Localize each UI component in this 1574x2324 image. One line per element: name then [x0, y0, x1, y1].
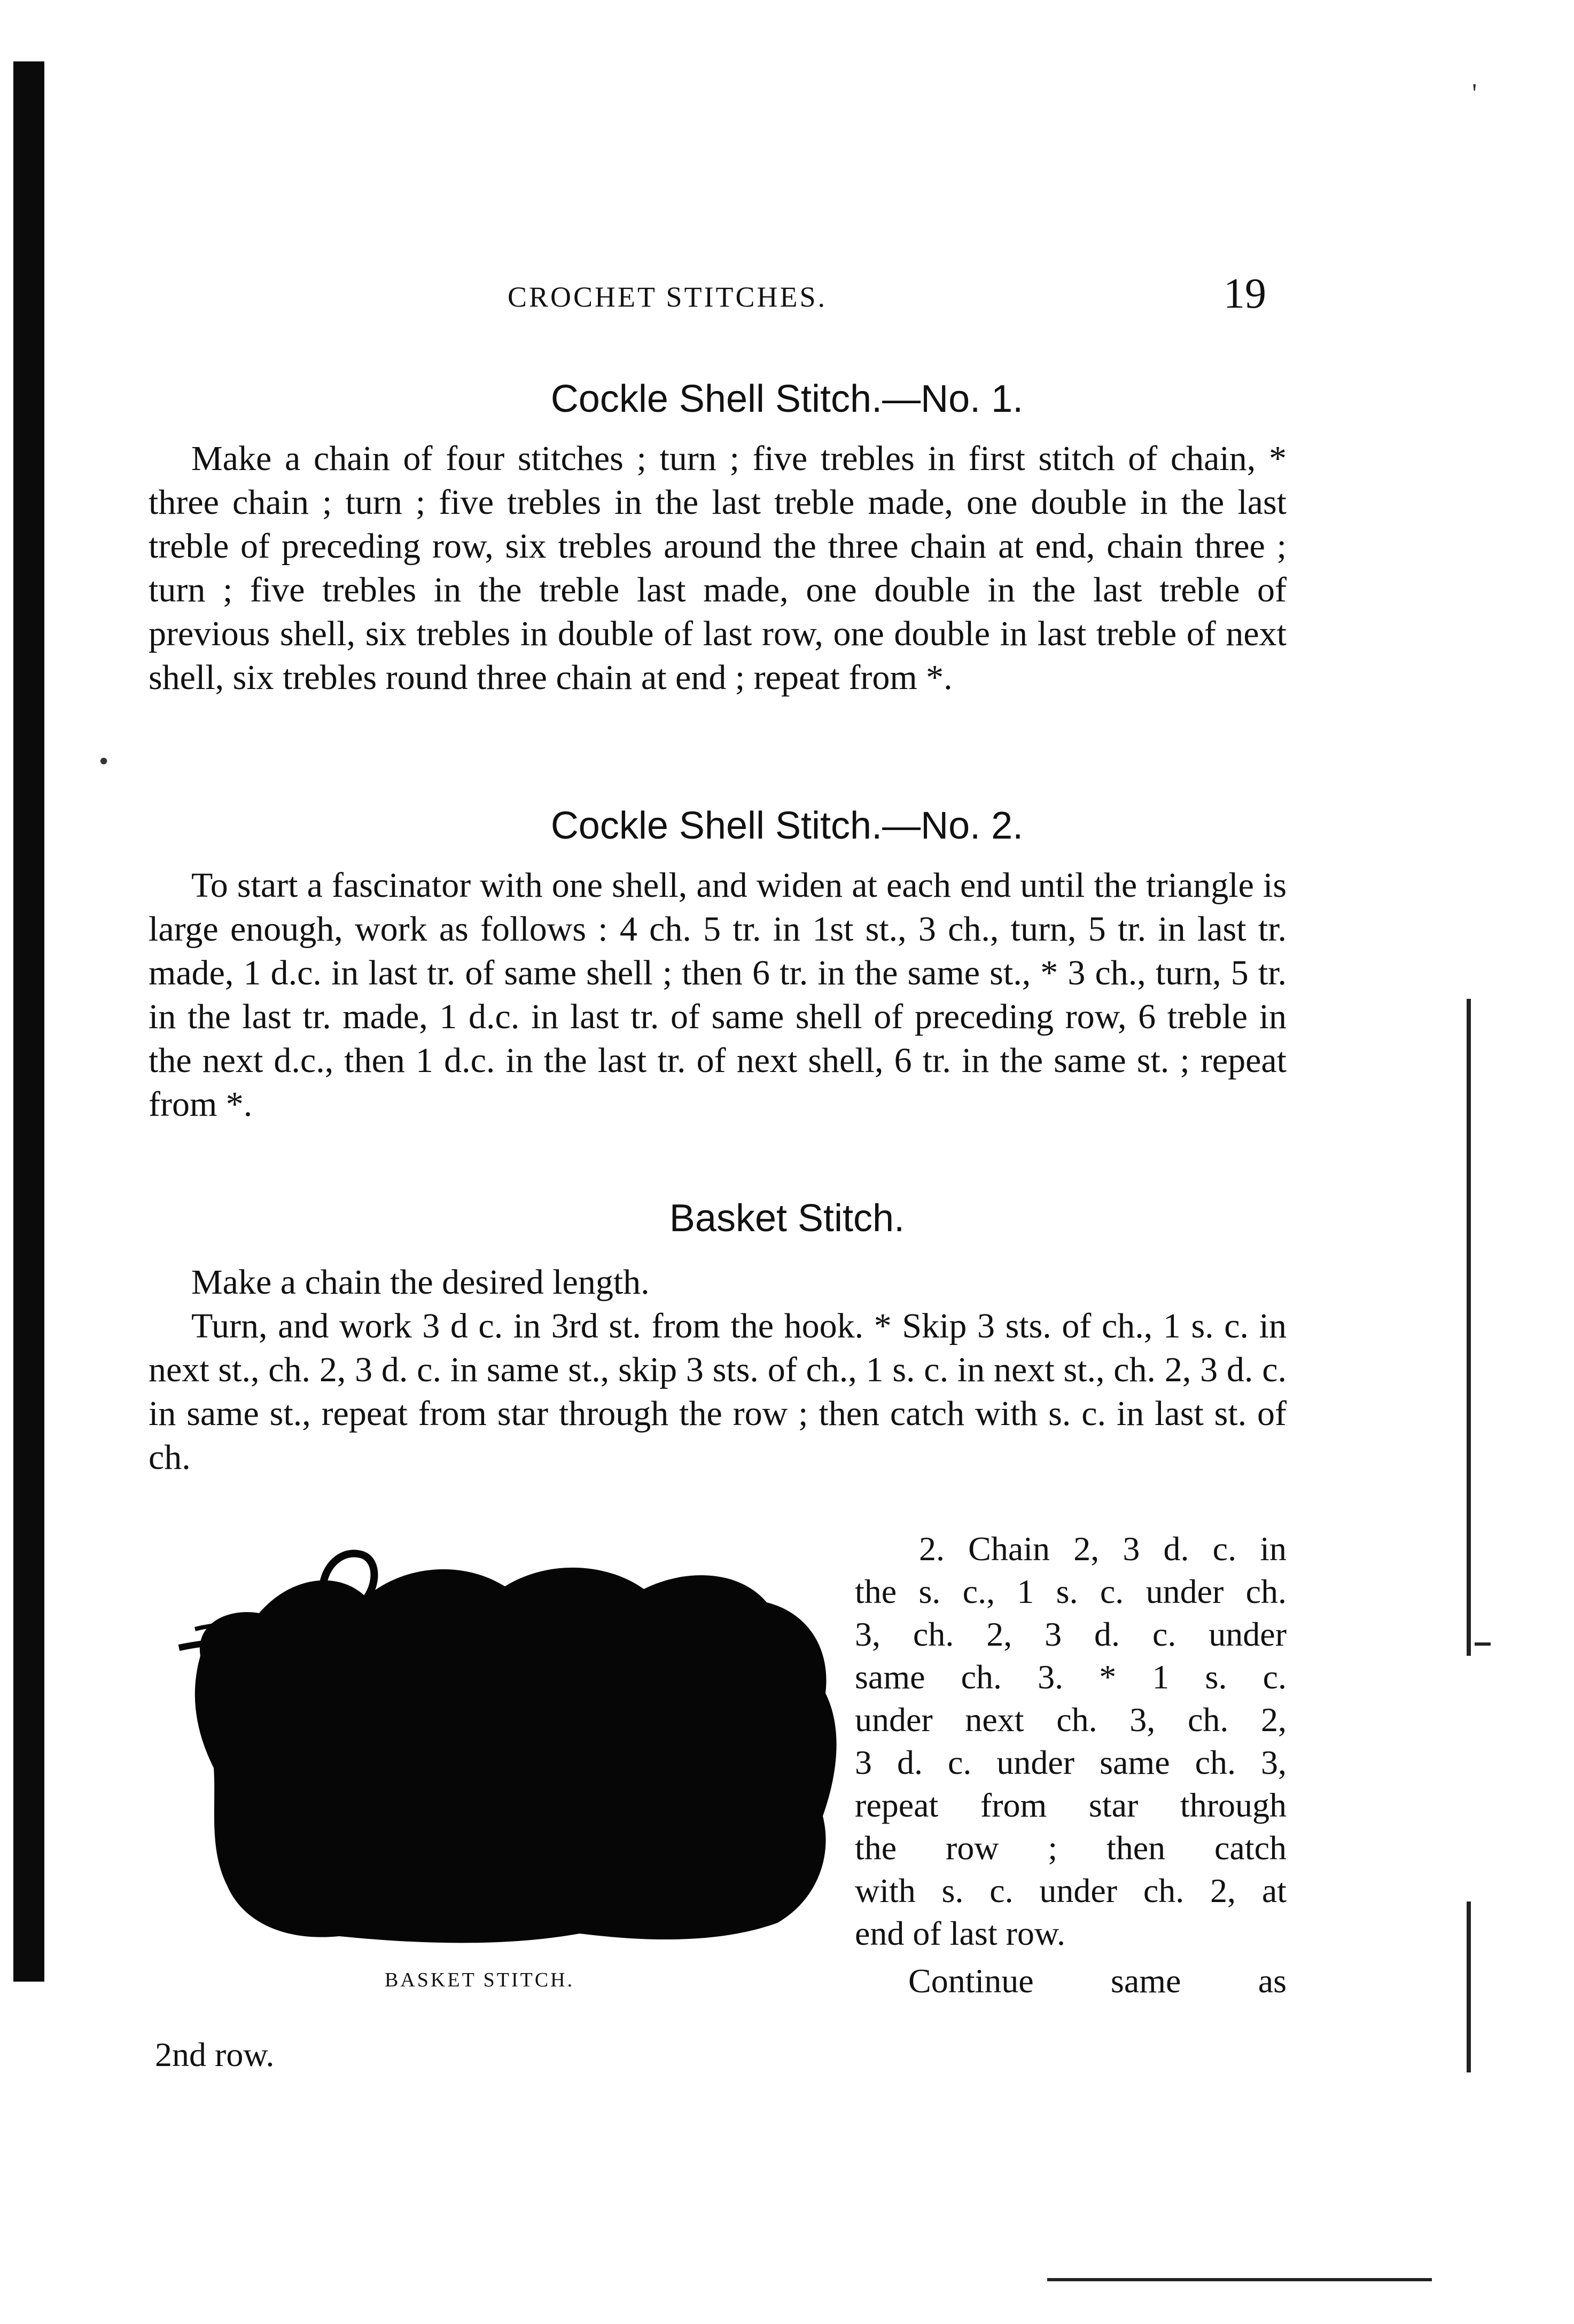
right-edge-mark — [1475, 1642, 1491, 1646]
instruction-line: 3 d. c. under same ch. 3, — [855, 1743, 1287, 1781]
basket-stitch-illustration — [163, 1538, 852, 1950]
continue-word: same — [1110, 1962, 1181, 2000]
instruction-line: the row ; then catch — [855, 1829, 1287, 1867]
instruction-line: repeat from star through — [855, 1786, 1287, 1824]
margin-tick-mark: ' — [1472, 79, 1477, 109]
instruction-line: end of last row. — [855, 1914, 1065, 1952]
continue-line — [908, 1961, 1287, 2001]
paragraph-basket-row-1: Turn, and work 3 d c. in 3rd st. from the hook. * Skip 3 sts. of ch., 1 s. c. in next st., ch. 2, 3 d. c. in same st., skip 3 sts. of ch., 1 s. c. in next st., ch. 2, 3 d. c. in same st., repeat from star through the row ; then catch with s. c. in last st. of ch. — [149, 1306, 1287, 1477]
continue-word: as — [1258, 1962, 1287, 2000]
instruction-line: same ch. 3. * 1 s. c. — [855, 1658, 1287, 1696]
paragraph-basket-intro: Make a chain the desired length. — [191, 1263, 650, 1302]
basket-row-2-instructions — [855, 1528, 1287, 1955]
running-title: CROCHET STITCHES. — [508, 281, 828, 313]
paragraph-cockle-shell-2: To start a fascinator with one shell, and widen at each end until the triangle is large enough, work as follows : 4 ch. 5 tr. in 1st st., 3 ch., turn, 5 tr. in last tr. made, 1 d.c. in last tr. of same shell ; then 6 tr. in the same st., * 3 ch., turn, 5 tr. in the last tr. made, 1 d.c. in last tr. of same shell of preceding row, 6 treble in the next d.c., then 1 d.c. in the last tr. of next shell, 6 tr. in the same st. ; repeat from *. — [149, 866, 1287, 1124]
second-row-label: 2nd row. — [155, 2036, 275, 2073]
bottom-edge-rule — [1047, 2278, 1432, 2281]
section-heading-basket-stitch: Basket Stitch. — [669, 1197, 905, 1240]
right-edge-rule — [1467, 1902, 1471, 2072]
margin-dot-mark: • — [99, 746, 109, 777]
paragraph-cockle-shell-1: Make a chain of four stitches ; turn ; five trebles in first stitch of chain, * three chain ; turn ; five trebles in the last treble made, one double in the last treble of preceding row, six trebles around the three chain at end, chain three ; turn ; five trebles in the treble last made, one double in the last treble of previous shell, six trebles in double of last row, one double in last treble of next shell, six trebles round three chain at end ; repeat from *. — [149, 439, 1287, 697]
instruction-line: with s. c. under ch. 2, at — [855, 1872, 1287, 1910]
binding-shadow — [13, 61, 44, 1982]
instruction-line: 2. Chain 2, 3 d. c. in — [919, 1530, 1287, 1568]
figure-caption: BASKET STITCH. — [385, 1969, 575, 1991]
right-edge-rule — [1467, 999, 1471, 1656]
instruction-line: under next ch. 3, ch. 2, — [855, 1701, 1287, 1739]
running-head — [0, 270, 1574, 318]
instruction-line: 3, ch. 2, 3 d. c. under — [855, 1615, 1287, 1653]
section-heading-cockle-shell-2: Cockle Shell Stitch.—No. 2. — [550, 804, 1024, 847]
page-number: 19 — [1224, 270, 1266, 317]
instruction-line: the s. c., 1 s. c. under ch. — [855, 1572, 1287, 1610]
section-heading-cockle-shell-1: Cockle Shell Stitch.—No. 1. — [550, 378, 1024, 420]
continue-word: Continue — [908, 1962, 1034, 2000]
